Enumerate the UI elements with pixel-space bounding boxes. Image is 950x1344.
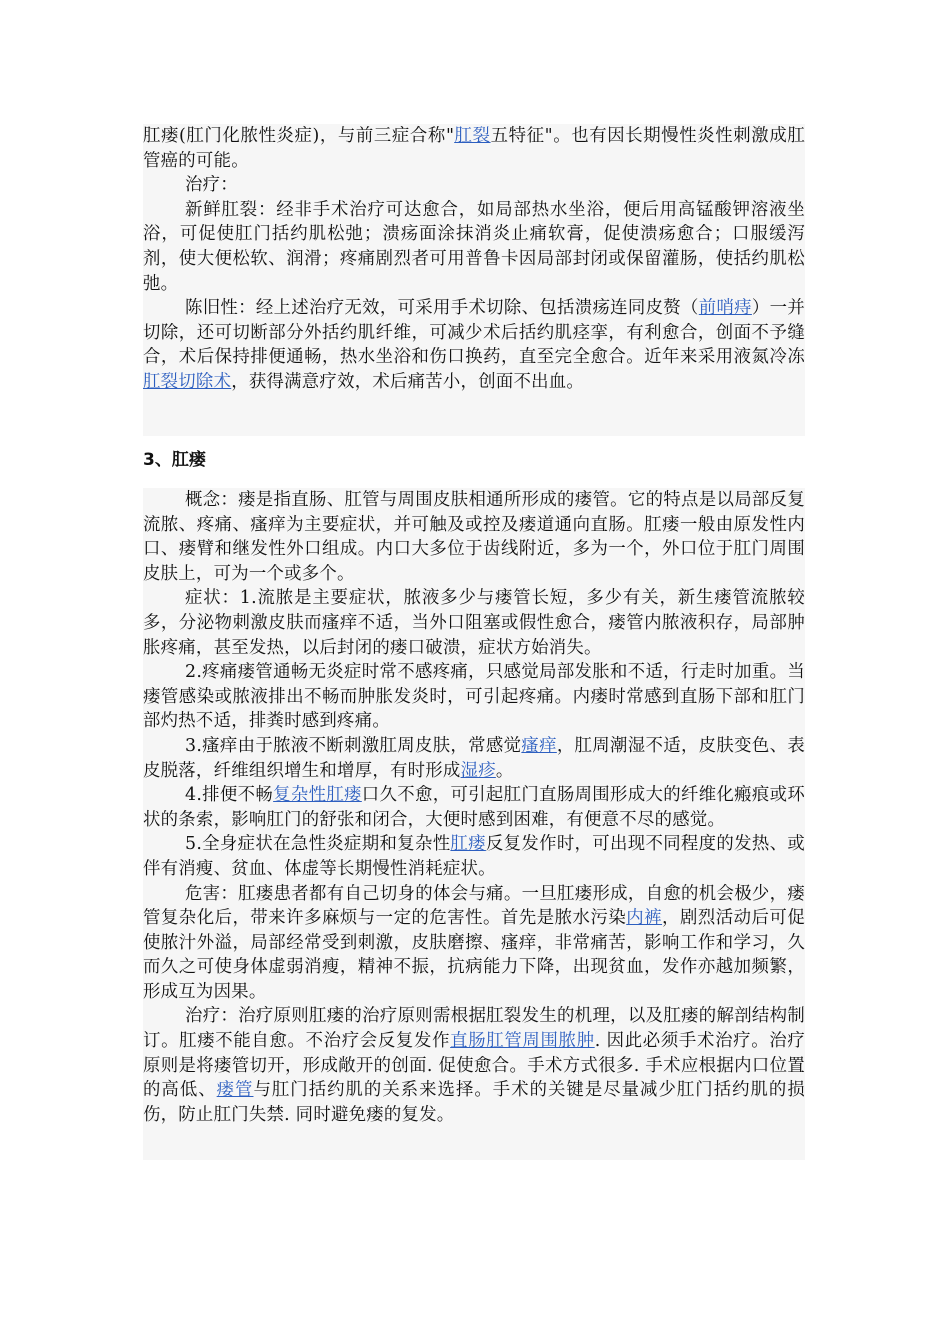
chronic-fissure-paragraph [143, 296, 805, 394]
text-run: 危害：肛瘘患者都有自己切身的体会与痛。一旦肛瘘形成，自愈的机会极少，瘘管复杂化后，带来许多麻烦与一定的危害性。首先是脓水污染 [143, 883, 805, 929]
link-eczema[interactable]: 湿疹 [460, 760, 496, 781]
link-anal-fistula[interactable]: 肛瘘 [450, 834, 486, 855]
symptom-1-paragraph: 症状：1.流脓是主要症状，脓液多少与瘘管长短，多少有关，新生瘘管流脓较多，分泌物刺激皮肤而瘙痒不适，当外口阻塞或假性愈合，瘘管内脓液积存，局部肿胀疼痛，甚至发热，以后封闭的瘘口破溃，症状方始消失。 [143, 588, 805, 658]
text-run: 4.排便不畅 [185, 785, 274, 806]
fissure-features-paragraph [143, 124, 805, 173]
text-run: ，肛周潮湿不适，皮肤变色、表皮脱落，纤维组织增生和增厚，有时形成 [143, 735, 805, 781]
symptom-2-paragraph: 2.疼痛瘘管通畅无炎症时常不感疼痛，只感觉局部发胀和不适，行走时加重。当瘘管感染或脓液排出不畅而肿胀发炎时，可引起疼痛。内瘘时常感到直肠下部和肛门部灼热不适，排粪时感到疼痛。 [143, 662, 805, 732]
treatment-label: 治疗： [185, 175, 238, 196]
symptom-3-paragraph [143, 734, 805, 783]
text-run: 治疗：治疗原则肛瘘的治疗原则需根据肛裂发生的机理，以及肛瘘的解剖结构制订。肛瘘不能自愈。不治疗会反复发作 [143, 1006, 805, 1052]
link-underwear[interactable]: 内裤 [626, 908, 663, 929]
text-run: 五特征"。也有因长期慢性炎性刺激成肛管癌的可能。 [143, 126, 805, 171]
treatment-paragraph [143, 1004, 805, 1127]
concept-paragraph: 概念：瘘是指直肠、肛管与周围皮肤相通所形成的瘘管。它的特点是以局部反复流脓、疼痛、瘙痒为主要症状，并可触及或控及瘘道通向直肠。肛瘘一般由原发性内口、瘘臂和继发性外口组成。内口大多位于齿线附近，多为一个，外口位于肛门周围皮肤上，可为一个或多个。 [143, 490, 805, 584]
link-sentinel-pile[interactable]: 前哨痔 [698, 298, 752, 319]
fresh-fissure-paragraph: 新鲜肛裂：经非手术治疗可达愈合，如局部热水坐浴，便后用高锰酸钾溶液坐浴，可促使肛门括约肌松弛；溃疡面涂抹消炎止痛软膏，促使溃疡愈合；口服缓泻剂，使大便松软、润滑；疼痛剧烈者可用普鲁卡因局部封闭或保留灌肠，使括约肌松弛。 [143, 199, 805, 294]
text-run: 陈旧性：经上述治疗无效，可采用手术切除、包括溃疡连同皮赘（ [185, 298, 699, 319]
text-run: ，剧烈活动后可促使脓汁外溢，局部经常受到刺激，皮肤磨擦、瘙痒，非常痛苦，影响工作和学习，久而久之可使身体虚弱消瘦，精神不振，抗病能力下降，出现贫血，发作亦越加频繁，形成互为因果。 [143, 908, 805, 1002]
text-run: 口久不愈，可引起肛门直肠周围形成大的纤维化瘢痕或环状的条索，影响肛门的舒张和闭合，大便时感到困难，有便意不尽的感觉。 [143, 785, 805, 830]
text-run: 5.全身症状在急性炎症期和复杂性 [185, 834, 451, 855]
text-run: 反复发作时，可出现不同程度的发热、或伴有消瘦、贫血、体虚等长期慢性消耗症状。 [143, 834, 805, 879]
text-run: 3.瘙痒由于脓液不断刺激肛周皮肤，常感觉 [185, 735, 522, 756]
link-pruritus[interactable]: 瘙痒 [521, 735, 557, 756]
text-run: . 因此必须手术治疗。治疗原则是将瘘管切开，形成敞开的创面. 促使愈合。手术方式很多. 手术应根据内口位置的高低、 [143, 1031, 805, 1101]
section-heading-anal-fistula: 3、肛瘘 [143, 450, 206, 470]
text-run: ）一并切除，还可切断部分外括约肌纤维，可减少术后括约肌痉挛，有利愈合，创面不予缝合，术后保持排便通畅，热水坐浴和伤口换药，直至完全愈合。近年来采用液氮冷冻 [143, 298, 805, 368]
fistula-section [143, 488, 805, 1160]
fissure-treatment-section [143, 124, 805, 436]
harm-paragraph [143, 882, 805, 1005]
link-perianal-abscess[interactable]: 直肠肛管周围脓肿 [450, 1031, 595, 1052]
symptom-4-paragraph [143, 783, 805, 832]
symptom-5-paragraph [143, 832, 805, 881]
link-complex-anal-fistula[interactable]: 复杂性肛瘘 [273, 785, 362, 806]
link-anal-fissure[interactable]: 肛裂 [454, 126, 491, 146]
text-run: 。 [495, 760, 514, 781]
text-run: 肛瘘(肛门化脓性炎症)，与前三症合称" [143, 126, 455, 146]
text-run: 与肛门括约肌的关系来选择。手术的关键是尽量减少肛门括约肌的损伤，防止肛门失禁. 同时避免瘘的复发。 [143, 1080, 805, 1125]
text-run: ，获得满意疗效，术后痛苦小，创面不出血。 [231, 371, 585, 392]
link-fissurectomy[interactable]: 肛裂切除术 [143, 371, 232, 392]
link-fistula-tract[interactable]: 瘘管 [216, 1080, 254, 1101]
